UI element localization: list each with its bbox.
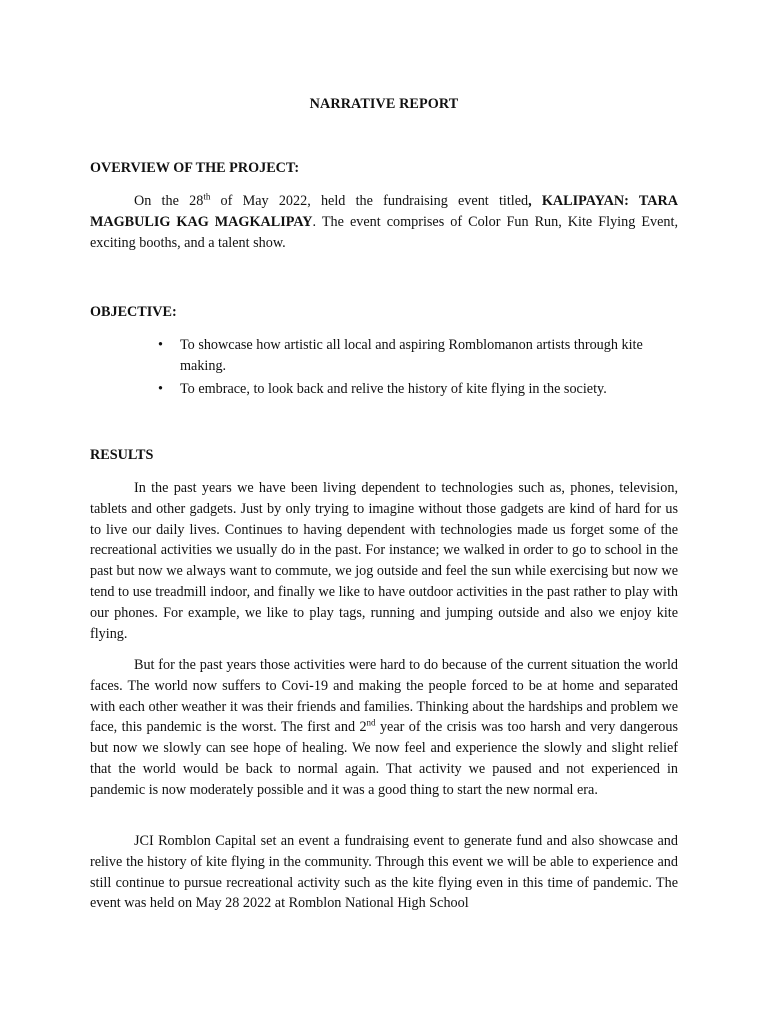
page-title: NARRATIVE REPORT — [309, 96, 459, 112]
overview-text-start: On the 28 — [134, 193, 204, 209]
list-item-text: To embrace, to look back and relive the history of kite flying in the society. — [180, 380, 607, 397]
ordinal-suffix: nd — [366, 717, 376, 728]
overview-text-end: . The event comprises of Color Fun Run, Kite Flying Event, exciting booths, and a talent show. — [90, 213, 678, 251]
results-paragraph-2 — [90, 655, 678, 801]
results-p2-text-end: year of the crisis was too harsh and very dangerous but now we slowly can see hope of healing. We now feel and experience the slowly and slight relief that the world would be back to normal again. That activity we paused and not experienced in pandemic is now moderately possible and it was a good thing to start the new normal era. — [90, 719, 679, 798]
results-p2-text-start: But for the past years those activities were hard to do because of the current situation the world faces. The world now suffers to Covi-19 and making the people forced to be at home and separated with each other weather it was their friends and families. Thinking about the hardships and problem we face, this pandemic is the worst. The first and 2 — [90, 657, 678, 736]
results-paragraph-3: JCI Romblon Capital set an event a fundraising event to generate fund and also showcase and relive the history of kite flying in the community. Through this event we will be able to experience and still continue to pursue recreational activity such as the kite flying even in this time of pandemic. The event was held on May 28 2022 at Romblon National High School — [90, 833, 678, 912]
results-paragraph-1: In the past years we have been living dependent to technologies such as, phones, television, tablets and other gadgets. Just by only trying to imagine without those gadgets are kind of hard for us to live our daily lives. Continues to having dependent with technologies made us forget some of the recreational activities we usually do in the past. For instance; we walked in order to go to school in the past but now we always want to commute, we jog outside and feel the sun while exercising but now we tend to use treadmill indoor, and finally we like to have outdoor activities in the past rather to play with our phones. For example, we like to play tags, running and jumping outside and also we enjoy kite flying. — [90, 480, 678, 642]
event-title: , KALIPAYAN: TARA MAGBULIG KAG MAGKALIPAY — [90, 193, 678, 230]
document-page — [90, 0, 678, 1024]
overview-heading: OVERVIEW OF THE PROJECT: — [90, 160, 300, 176]
overview-text-mid: of May 2022, held the fundraising event titled — [210, 193, 529, 209]
objective-list — [90, 335, 678, 401]
objective-heading: OBJECTIVE: — [90, 304, 177, 320]
bullet-icon: • — [158, 380, 163, 397]
bullet-icon: • — [158, 337, 163, 353]
ordinal-suffix: th — [203, 191, 211, 202]
overview-paragraph — [90, 191, 678, 253]
list-item — [90, 335, 678, 377]
results-heading: RESULTS — [90, 447, 154, 463]
list-item — [90, 379, 678, 400]
list-item-text: To showcase how artistic all local and aspiring Romblomanon artists through kite making. — [180, 337, 643, 374]
